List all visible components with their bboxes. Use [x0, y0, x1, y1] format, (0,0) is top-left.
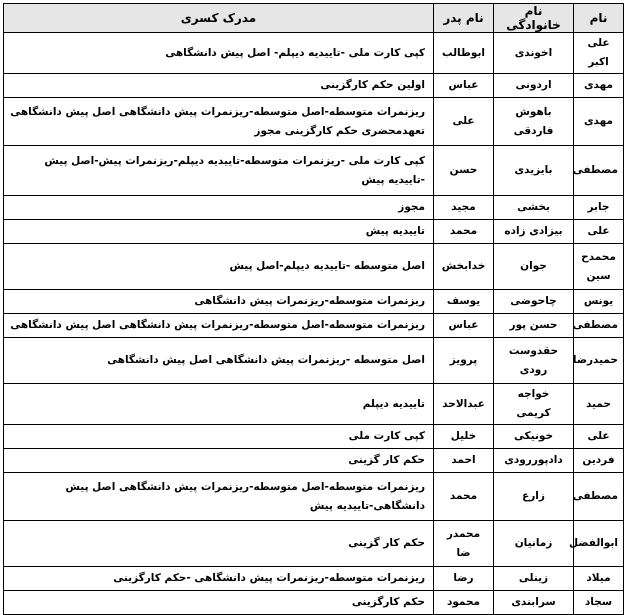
header-row [4, 4, 624, 33]
cell-father: یوسف [434, 290, 494, 314]
cell-documents: کپی کارت ملی [4, 425, 434, 449]
cell-name: ابوالفضل [574, 521, 624, 567]
header-father: نام پدر [434, 4, 494, 33]
cell-documents: اصل متوسطه -ریزنمرات پیش دانشگاهی اصل پیش دانشگاهی [4, 338, 434, 384]
cell-father: محمود [434, 591, 494, 615]
cell-family: زینلی [494, 567, 574, 591]
cell-family: زارع [494, 473, 574, 521]
cell-documents: اولین حکم کارگزینی [4, 74, 434, 98]
table-row [4, 244, 624, 290]
cell-name: علی [574, 220, 624, 244]
table-header [4, 4, 624, 33]
cell-documents: کپی کارت ملی -تاییدیه دیپلم- اصل پیش دانشگاهی [4, 33, 434, 74]
cell-documents: مجوز [4, 196, 434, 220]
cell-family: بایزیدی [494, 146, 574, 196]
table-row [4, 220, 624, 244]
cell-father: علی [434, 98, 494, 146]
cell-father: مجید [434, 196, 494, 220]
table-row [4, 473, 624, 521]
cell-father: پرویز [434, 338, 494, 384]
table-row [4, 33, 624, 74]
cell-documents: کپی کارت ملی -ریزنمرات متوسطه-تاییدیه دیپلم-ریزنمرات پیش-اصل پیش -تاییدیه پیش [4, 146, 434, 196]
cell-name: میلاد [574, 567, 624, 591]
cell-family: بخشی [494, 196, 574, 220]
cell-family: خواجه کریمی [494, 384, 574, 425]
cell-documents: حکم کار گزینی [4, 521, 434, 567]
cell-family: خونیکی [494, 425, 574, 449]
cell-family: سرابندی [494, 591, 574, 615]
cell-documents: حکم کارگزینی [4, 591, 434, 615]
table-row [4, 591, 624, 615]
cell-father: خلیل [434, 425, 494, 449]
header-documents: مدرک کسری [4, 4, 434, 33]
cell-name: محمدح سین [574, 244, 624, 290]
table-row [4, 521, 624, 567]
cell-name: علی [574, 425, 624, 449]
cell-family: باهوش فاردقی [494, 98, 574, 146]
cell-name: مهدی [574, 98, 624, 146]
cell-father: محمد [434, 473, 494, 521]
cell-family: بیزادی زاده [494, 220, 574, 244]
cell-family: حسن پور [494, 314, 574, 338]
table-row [4, 384, 624, 425]
cell-documents: تاییدیه دیپلم [4, 384, 434, 425]
cell-name: فردین [574, 449, 624, 473]
header-family: نام خانوادگی [494, 4, 574, 33]
cell-name: یونس [574, 290, 624, 314]
table-row [4, 425, 624, 449]
cell-family: داد‌پوررودی [494, 449, 574, 473]
cell-family: زمانیان [494, 521, 574, 567]
table-row [4, 290, 624, 314]
table-row [4, 338, 624, 384]
cell-documents: ریزنمرات متوسطه-اصل متوسطه-ریزنمرات پیش دانشگاهی اصل پیش دانشگاهی تعهدمحضری حکم کارگزینی مجوز [4, 98, 434, 146]
table-row [4, 196, 624, 220]
cell-documents: تاییدیه پیش [4, 220, 434, 244]
cell-family: جوان [494, 244, 574, 290]
cell-name: علی اکبر [574, 33, 624, 74]
cell-name: حمیدرضا [574, 338, 624, 384]
cell-family: اردونی [494, 74, 574, 98]
cell-family: چاحوضی [494, 290, 574, 314]
cell-father: رضا [434, 567, 494, 591]
cell-documents: ریزنمرات متوسطه-اصل متوسطه-ریزنمرات پیش دانشگاهی اصل پیش دانشگاهی-تاییدیه پیش [4, 473, 434, 521]
cell-father: عباس [434, 314, 494, 338]
cell-father: عباس [434, 74, 494, 98]
table-row [4, 314, 624, 338]
table-row [4, 449, 624, 473]
deficient-documents-table [3, 3, 624, 615]
cell-documents: ریزنمرات متوسطه-ریزنمرات پیش دانشگاهی [4, 290, 434, 314]
cell-name: مهدی [574, 74, 624, 98]
cell-family: حقدوست رودی [494, 338, 574, 384]
document-page [3, 3, 624, 615]
cell-father: خدابخش [434, 244, 494, 290]
cell-documents: ریزنمرات متوسطه-ریزنمرات پیش دانشگاهی -حکم کارگزینی [4, 567, 434, 591]
cell-name: مصطفی [574, 314, 624, 338]
cell-documents: اصل متوسطه -تاییدیه دیپلم-اصل پیش [4, 244, 434, 290]
cell-father: عبدالاحد [434, 384, 494, 425]
cell-name: جابر [574, 196, 624, 220]
cell-family: اخوندی [494, 33, 574, 74]
cell-name: مصطفی [574, 473, 624, 521]
table-row [4, 567, 624, 591]
cell-father: محمد [434, 220, 494, 244]
cell-name: حمید [574, 384, 624, 425]
cell-name: مصطفی [574, 146, 624, 196]
table-row [4, 98, 624, 146]
cell-father: احمد [434, 449, 494, 473]
cell-documents: ریزنمرات متوسطه-اصل متوسطه-ریزنمرات پیش دانشگاهی اصل پیش دانشگاهی [4, 314, 434, 338]
cell-father: ابوطالب [434, 33, 494, 74]
cell-father: محمدر ضا [434, 521, 494, 567]
cell-documents: حکم کار گزینی [4, 449, 434, 473]
table-row [4, 74, 624, 98]
table-body [4, 33, 624, 615]
cell-father: حسن [434, 146, 494, 196]
header-name: نام [574, 4, 624, 33]
cell-name: سجاد [574, 591, 624, 615]
table-row [4, 146, 624, 196]
